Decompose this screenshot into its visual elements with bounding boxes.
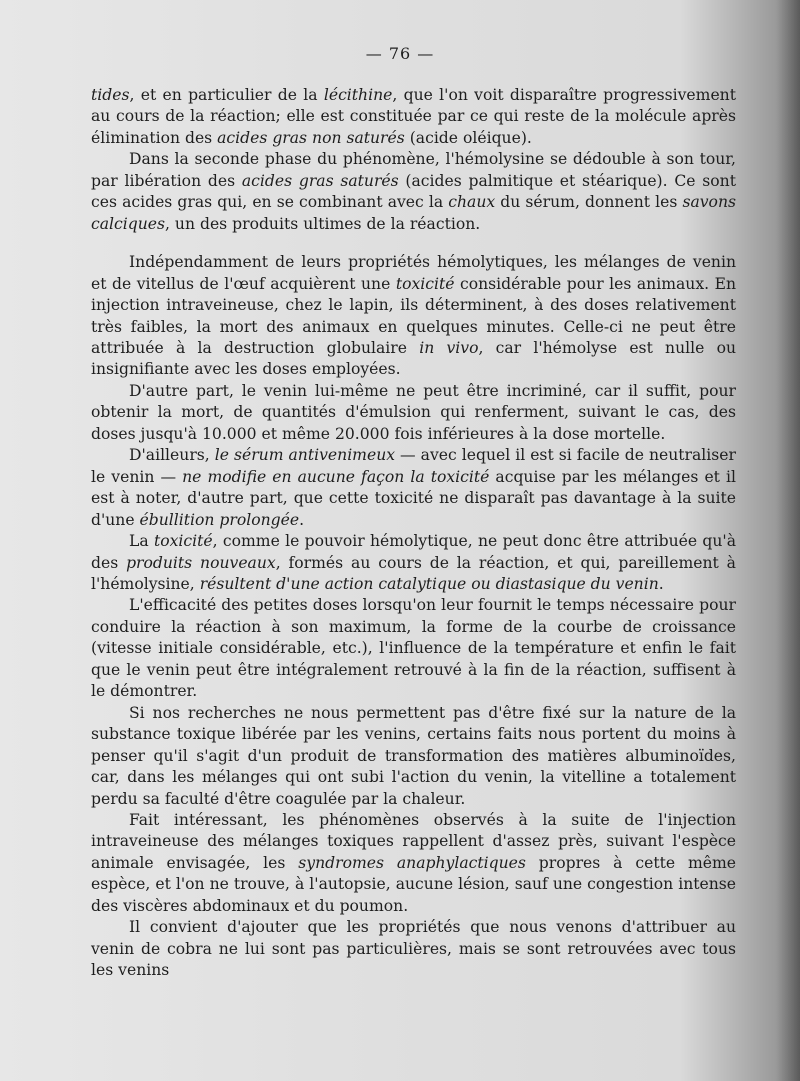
paragraph — [91, 531, 736, 595]
italic-term: savons calciques — [91, 193, 736, 233]
italic-term: tides — [91, 86, 130, 104]
italic-term: résultent d'une action catalytique ou diastasique du venin — [199, 574, 659, 593]
italic-term: in vivo — [419, 338, 479, 357]
text-run: (acide oléique). — [404, 128, 532, 147]
italic-term: acides gras saturés — [241, 171, 399, 190]
paragraph — [91, 703, 736, 810]
text-run: , et en particulier de la — [129, 86, 324, 104]
text-run: du sérum, donnent les — [495, 193, 683, 212]
italic-term: produits nouveaux — [126, 553, 276, 572]
text-run: (acides palmitique et stéarique). Ce sont ces acides gras qui, en se combinant avec la — [91, 171, 736, 212]
text-run: Dans la seconde phase du phénomène, l'hémolysine se dédouble à son tour, par libération des — [91, 150, 736, 190]
italic-term: syndromes anaphylactiques — [298, 853, 526, 872]
text-run: , formés au cours de la réaction, et qui, pareillement à l'hémolysine, — [91, 553, 736, 593]
italic-term: lécithine — [323, 86, 393, 104]
text-run: — avec lequel il est si facile de neutraliser le venin — — [91, 446, 736, 486]
text-run: Indépendamment de leurs propriétés hémolytiques, les mélanges de venin et de vitellus de l'œuf acquièrent une — [91, 253, 736, 293]
italic-term: toxicité — [153, 532, 213, 551]
paragraph — [91, 445, 736, 531]
paragraph — [91, 917, 736, 981]
body-text — [91, 85, 736, 982]
text-run: propres à cette même espèce, et l'on ne trouve, à l'autopsie, aucune lésion, sauf une congestion intense des viscères abdominaux et du poumon. — [91, 853, 737, 915]
text-run: Il convient d'ajouter que les propriétés que nous venons d'attribuer au venin de cobra ne lui sont pas particulières, mais se sont retrouvées avec tous les venins — [91, 918, 736, 980]
text-run: D'ailleurs, — [129, 446, 215, 465]
paragraph — [91, 381, 736, 445]
text-run: , que l'on voit disparaître progressivement au cours de la réaction; elle est constituée par ce qui reste de la molécule après élimination des — [91, 86, 736, 147]
text-run: , car l'hémolyse est nulle ou insignifiante avec les doses employées. — [91, 338, 737, 379]
paragraph — [91, 149, 736, 235]
text-run: . — [658, 574, 664, 593]
text-run: La — [129, 532, 154, 551]
italic-term: ébullition prolongée — [139, 510, 300, 529]
italic-term: acides gras non saturés — [217, 128, 405, 147]
text-run: Fait intéressant, les phénomènes observés à la suite de l'injection intraveineuse des mélanges toxiques rappellent d'assez près, suivant l'espèce animale envisagée, les — [91, 810, 736, 872]
paragraph — [91, 595, 736, 702]
italic-term: chaux — [448, 193, 496, 212]
text-run: acquise par les mélanges et il est à noter, d'autre part, que cette toxicité ne disparaît pas davantage à la suite d'une — [91, 467, 736, 529]
text-run: , comme le pouvoir hémolytique, ne peut donc être attribuée qu'à des — [91, 532, 737, 572]
text-run: Si nos recherches ne nous permettent pas d'être fixé sur la nature de la substance toxique libérée par les venins, certains faits nous portent du moins à penser qu'il s'agit d'un produit de transformation des matières albuminoïdes, car, dans les mélanges qui ont subi l'action du venin, la vitelline a totalement perdu sa faculté d'être coagulée par la chaleur. — [91, 703, 736, 808]
text-run: , un des produits ultimes de la réaction. — [165, 214, 481, 233]
paragraph — [91, 810, 736, 917]
page-number: — 76 — — [365, 44, 435, 63]
paragraph — [91, 252, 736, 381]
text-run: considérable pour les animaux. En injection intraveineuse, chez le lapin, ils déterminent, à des doses relativement très faibles, la mort des animaux en quelques minutes. Celle-ci ne peut être attribuée à la destruction globulaire — [91, 274, 736, 357]
text-run: . — [299, 510, 305, 529]
text-run: L'efficacité des petites doses lorsqu'on leur fournit le temps nécessaire pour conduire la réaction à son maximum, la forme de la courbe de croissance (vitesse initiale considérable, etc.), l'influence de la température et enfin le fait que le venin peut être intégralement retrouvé à la fin de la réaction, suffisent à le démontrer. — [91, 596, 736, 701]
italic-term: toxicité — [395, 274, 455, 293]
italic-term: le sérum antivenimeux — [214, 446, 396, 465]
italic-term: ne modifie en aucune façon la toxicité — [182, 467, 490, 486]
text-run: D'autre part, le venin lui-même ne peut être incriminé, car il suffit, pour obtenir la mort, de quantités d'émulsion qui renferment, suivant le cas, des doses jusqu'à 10.000 et même 20.000 fois inférieures à la dose mortelle. — [91, 381, 736, 443]
paragraph — [91, 85, 736, 149]
